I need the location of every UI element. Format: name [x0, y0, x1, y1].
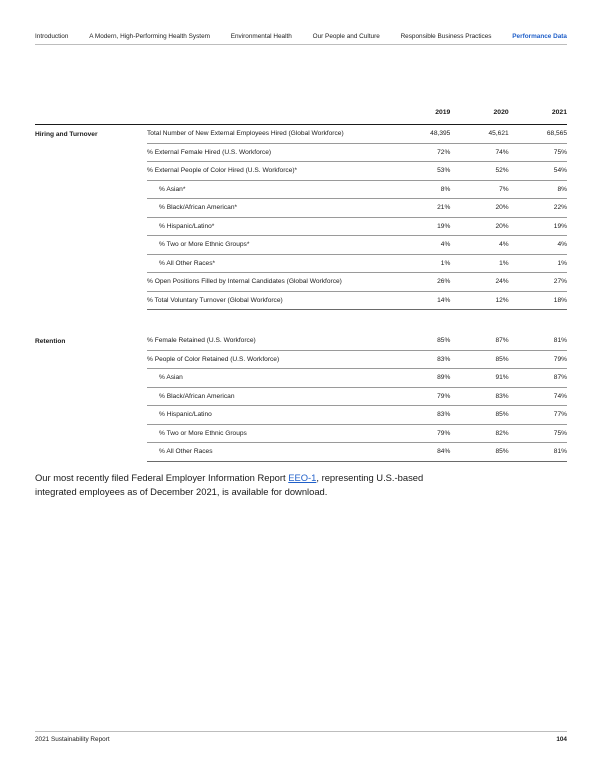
- metric-value: 52%: [450, 162, 508, 181]
- metric-label: % All Other Races*: [147, 254, 392, 273]
- metric-value: 21%: [392, 199, 450, 218]
- metric-label: % Asian: [147, 369, 392, 388]
- table-row: [35, 254, 567, 273]
- metric-label: % Black/African American*: [147, 199, 392, 218]
- metric-value: 74%: [450, 143, 508, 162]
- metric-value: 19%: [509, 217, 567, 236]
- metric-value: 1%: [450, 254, 508, 273]
- metric-value: 4%: [450, 236, 508, 255]
- page-number: 104: [556, 736, 567, 743]
- metric-value: 1%: [509, 254, 567, 273]
- metric-label: % All Other Races: [147, 443, 392, 462]
- section-blank: [35, 369, 147, 388]
- metric-value: 68,565: [509, 125, 567, 144]
- metric-value: 83%: [392, 406, 450, 425]
- table-row: [35, 180, 567, 199]
- table-row: [35, 443, 567, 462]
- section-blank: [35, 424, 147, 443]
- table-row: [35, 273, 567, 292]
- metric-value: 74%: [509, 387, 567, 406]
- metric-value: 12%: [450, 291, 508, 310]
- section-blank: [35, 406, 147, 425]
- metric-value: 45,621: [450, 125, 508, 144]
- metric-value: 84%: [392, 443, 450, 462]
- metric-value: 8%: [392, 180, 450, 199]
- eeo1-link[interactable]: EEO-1: [288, 472, 317, 484]
- metric-value: 85%: [450, 350, 508, 369]
- metric-label: % Two or More Ethnic Groups*: [147, 236, 392, 255]
- top-navigation: [35, 33, 567, 40]
- metric-value: 20%: [450, 199, 508, 218]
- section-blank: [35, 291, 147, 310]
- section-title: Retention: [35, 337, 66, 345]
- section-blank: [35, 143, 147, 162]
- metric-value: 8%: [509, 180, 567, 199]
- metric-value: 4%: [509, 236, 567, 255]
- header-blank: [147, 100, 392, 125]
- hiring-retention-table: [35, 100, 567, 462]
- metric-label: % Black/African American: [147, 387, 392, 406]
- metric-value: 81%: [509, 332, 567, 350]
- table-row: [35, 406, 567, 425]
- footer-divider: [35, 731, 567, 732]
- metric-value: 85%: [450, 443, 508, 462]
- section-blank: [35, 180, 147, 199]
- table-row: [35, 143, 567, 162]
- section-blank: [35, 236, 147, 255]
- nav-responsible-business[interactable]: Responsible Business Practices: [400, 33, 492, 40]
- table-row: [35, 217, 567, 236]
- table-header-row: [35, 100, 567, 125]
- year-header: 2020: [450, 100, 508, 125]
- table-row: [35, 199, 567, 218]
- metric-label: % Asian*: [147, 180, 392, 199]
- metric-value: 14%: [392, 291, 450, 310]
- metric-value: 77%: [509, 406, 567, 425]
- table-row: [35, 236, 567, 255]
- section-blank: [35, 443, 147, 462]
- metric-value: 20%: [450, 217, 508, 236]
- metric-value: 18%: [509, 291, 567, 310]
- metric-value: 4%: [392, 236, 450, 255]
- section-title: Hiring and Turnover: [35, 130, 98, 138]
- metric-value: 82%: [450, 424, 508, 443]
- metric-value: 85%: [450, 406, 508, 425]
- section-blank: [35, 387, 147, 406]
- metric-label: Total Number of New External Employees Hired (Global Workforce): [147, 125, 392, 144]
- metric-value: 75%: [509, 143, 567, 162]
- metric-value: 19%: [392, 217, 450, 236]
- metric-label: % Female Retained (U.S. Workforce): [147, 332, 392, 350]
- year-header: 2021: [509, 100, 567, 125]
- spacer-cell: [35, 310, 567, 333]
- table-row: [35, 125, 567, 144]
- section-blank: [35, 350, 147, 369]
- nav-people-culture[interactable]: Our People and Culture: [312, 33, 380, 40]
- page-footer: [35, 736, 567, 743]
- metric-value: 1%: [392, 254, 450, 273]
- metric-value: 26%: [392, 273, 450, 292]
- metric-value: 81%: [509, 443, 567, 462]
- metric-label: % People of Color Retained (U.S. Workforce): [147, 350, 392, 369]
- metric-value: 89%: [392, 369, 450, 388]
- note-text-after: , representing U.S.-based integrated employees as of December 2021, is available for download.: [35, 472, 424, 497]
- metric-value: 91%: [450, 369, 508, 388]
- metric-label: % External People of Color Hired (U.S. Workforce)*: [147, 162, 392, 181]
- metric-value: 72%: [392, 143, 450, 162]
- metric-value: 83%: [392, 350, 450, 369]
- metric-value: 75%: [509, 424, 567, 443]
- section-blank: [35, 254, 147, 273]
- eeo1-note: [35, 471, 455, 497]
- nav-introduction[interactable]: Introduction: [35, 33, 69, 40]
- table-row: [35, 291, 567, 310]
- metric-value: 7%: [450, 180, 508, 199]
- nav-environmental-health[interactable]: Environmental Health: [230, 33, 292, 40]
- section-blank: [35, 217, 147, 236]
- nav-divider: [35, 44, 567, 45]
- metric-value: 85%: [392, 332, 450, 350]
- metric-value: 22%: [509, 199, 567, 218]
- metric-value: 79%: [392, 424, 450, 443]
- table-row: [35, 424, 567, 443]
- nav-performance-data[interactable]: Performance Data: [512, 33, 567, 40]
- table-row: [35, 350, 567, 369]
- year-header: 2019: [392, 100, 450, 125]
- table-row: [35, 387, 567, 406]
- header-blank: [35, 100, 147, 125]
- metric-value: 54%: [509, 162, 567, 181]
- section-blank: [35, 162, 147, 181]
- metric-value: 87%: [450, 332, 508, 350]
- section-spacer: [35, 310, 567, 333]
- section-blank: [35, 199, 147, 218]
- note-text-before: Our most recently filed Federal Employer Information Report: [35, 472, 289, 484]
- table-row: [35, 162, 567, 181]
- table-body: [35, 125, 567, 462]
- section-blank: [35, 273, 147, 292]
- metric-label: % External Female Hired (U.S. Workforce): [147, 143, 392, 162]
- metric-value: 27%: [509, 273, 567, 292]
- nav-health-system[interactable]: A Modern, High-Performing Health System: [89, 33, 210, 40]
- metric-value: 79%: [509, 350, 567, 369]
- metric-value: 53%: [392, 162, 450, 181]
- metric-value: 83%: [450, 387, 508, 406]
- metric-label: % Hispanic/Latino*: [147, 217, 392, 236]
- metric-label: % Hispanic/Latino: [147, 406, 392, 425]
- metric-label: % Open Positions Filled by Internal Candidates (Global Workforce): [147, 273, 392, 292]
- table-row: [35, 332, 567, 350]
- metric-value: 48,395: [392, 125, 450, 144]
- report-title: 2021 Sustainability Report: [35, 736, 110, 743]
- metric-value: 87%: [509, 369, 567, 388]
- metric-label: % Total Voluntary Turnover (Global Workforce): [147, 291, 392, 310]
- metric-value: 24%: [450, 273, 508, 292]
- table-row: [35, 369, 567, 388]
- metric-label: % Two or More Ethnic Groups: [147, 424, 392, 443]
- metric-value: 79%: [392, 387, 450, 406]
